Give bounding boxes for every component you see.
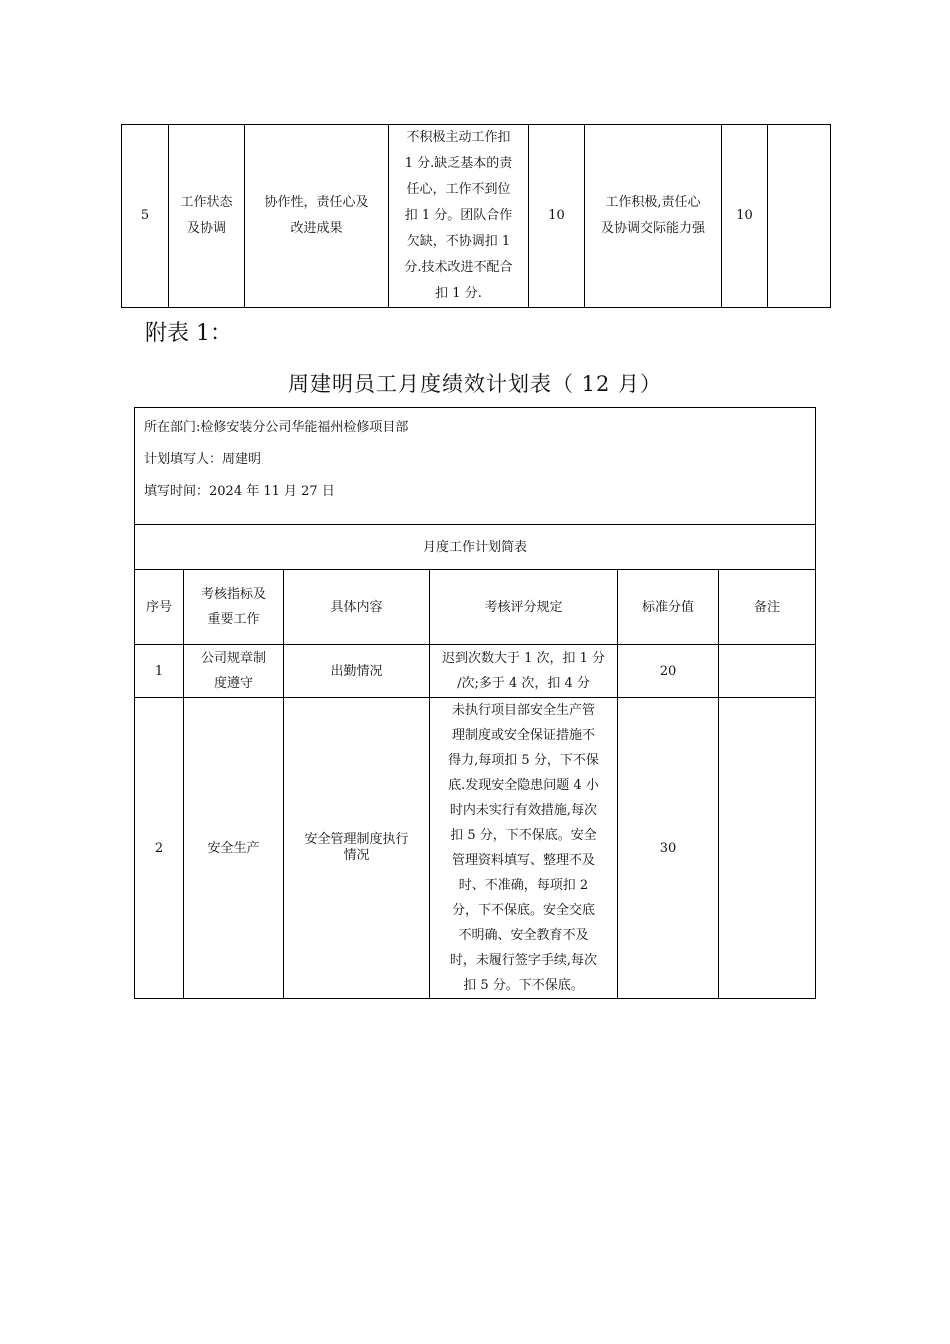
content-cell: 协作性，责任心及 改进成果 [245,125,389,308]
score-cell: 20 [618,645,719,698]
header-remark: 备注 [719,570,816,645]
remark-cell [719,645,816,698]
header-content: 具体内容 [284,570,430,645]
info-cell [135,408,816,525]
content-cell: 出勤情况 [284,645,430,698]
remark-cell [768,125,831,308]
score-cell: 30 [618,698,719,999]
content-cell: 安全管理制度执行 情况 [284,698,430,999]
rule-cell: 不积极主动工作扣 1 分.缺乏基本的责 任心，工作不到位 扣 1 分。团队合作 欠缺，不协调扣 1 分.技术改进不配合 扣 1 分. [389,125,529,308]
page-title: 周建明员工月度绩效计划表（ 12 月） [287,372,663,396]
row-number: 2 [135,698,184,999]
indicator-cell: 工作状态 及协调 [169,125,245,308]
row-number: 5 [122,125,169,308]
filler-text: 计划填写人：周建明 [144,452,262,467]
table-row [135,698,816,999]
header-rule: 考核评分规定 [430,570,618,645]
header-no: 序号 [135,570,184,645]
remark-cell [719,698,816,999]
previous-table [121,124,831,308]
info-row [135,408,816,525]
row-number: 1 [135,645,184,698]
indicator-cell: 公司规章制 度遵守 [184,645,284,698]
score-cell: 10 [529,125,585,308]
indicator-cell: 安全生产 [184,698,284,999]
date-text: 填写时间：2024 年 11 月 27 日 [144,484,335,499]
header-score: 标准分值 [618,570,719,645]
section-row [135,525,816,570]
department-text: 所在部门:检修安装分公司华能福州检修项目部 [144,420,409,435]
actual-score-cell: 10 [722,125,768,308]
table-row [135,645,816,698]
rule-cell: 未执行项目部安全生产管 理制度或安全保证措施不 得力,每项扣 5 分，下不保 底.发现安全隐患问题 4 小 时内未实行有效措施,每次 扣 5 分，下不保底。安全 管理资料填写、整理不及 时、不准确，每项扣 2 分，下不保底。安全交底 不明确、安全教育不及 时，未履行签字手续,每次 扣 5 分。下不保底。 [430,698,618,999]
table-row [122,125,831,308]
section-title: 月度工作计划简表 [135,525,816,570]
rule-cell: 迟到次数大于 1 次，扣 1 分 /次;多于 4 次，扣 4 分 [430,645,618,698]
evaluation-cell: 工作积极,责任心 及协调交际能力强 [585,125,722,308]
header-indicator: 考核指标及 重要工作 [184,570,284,645]
header-row [135,570,816,645]
plan-table [134,407,816,999]
appendix-label: 附表 1： [145,321,232,346]
